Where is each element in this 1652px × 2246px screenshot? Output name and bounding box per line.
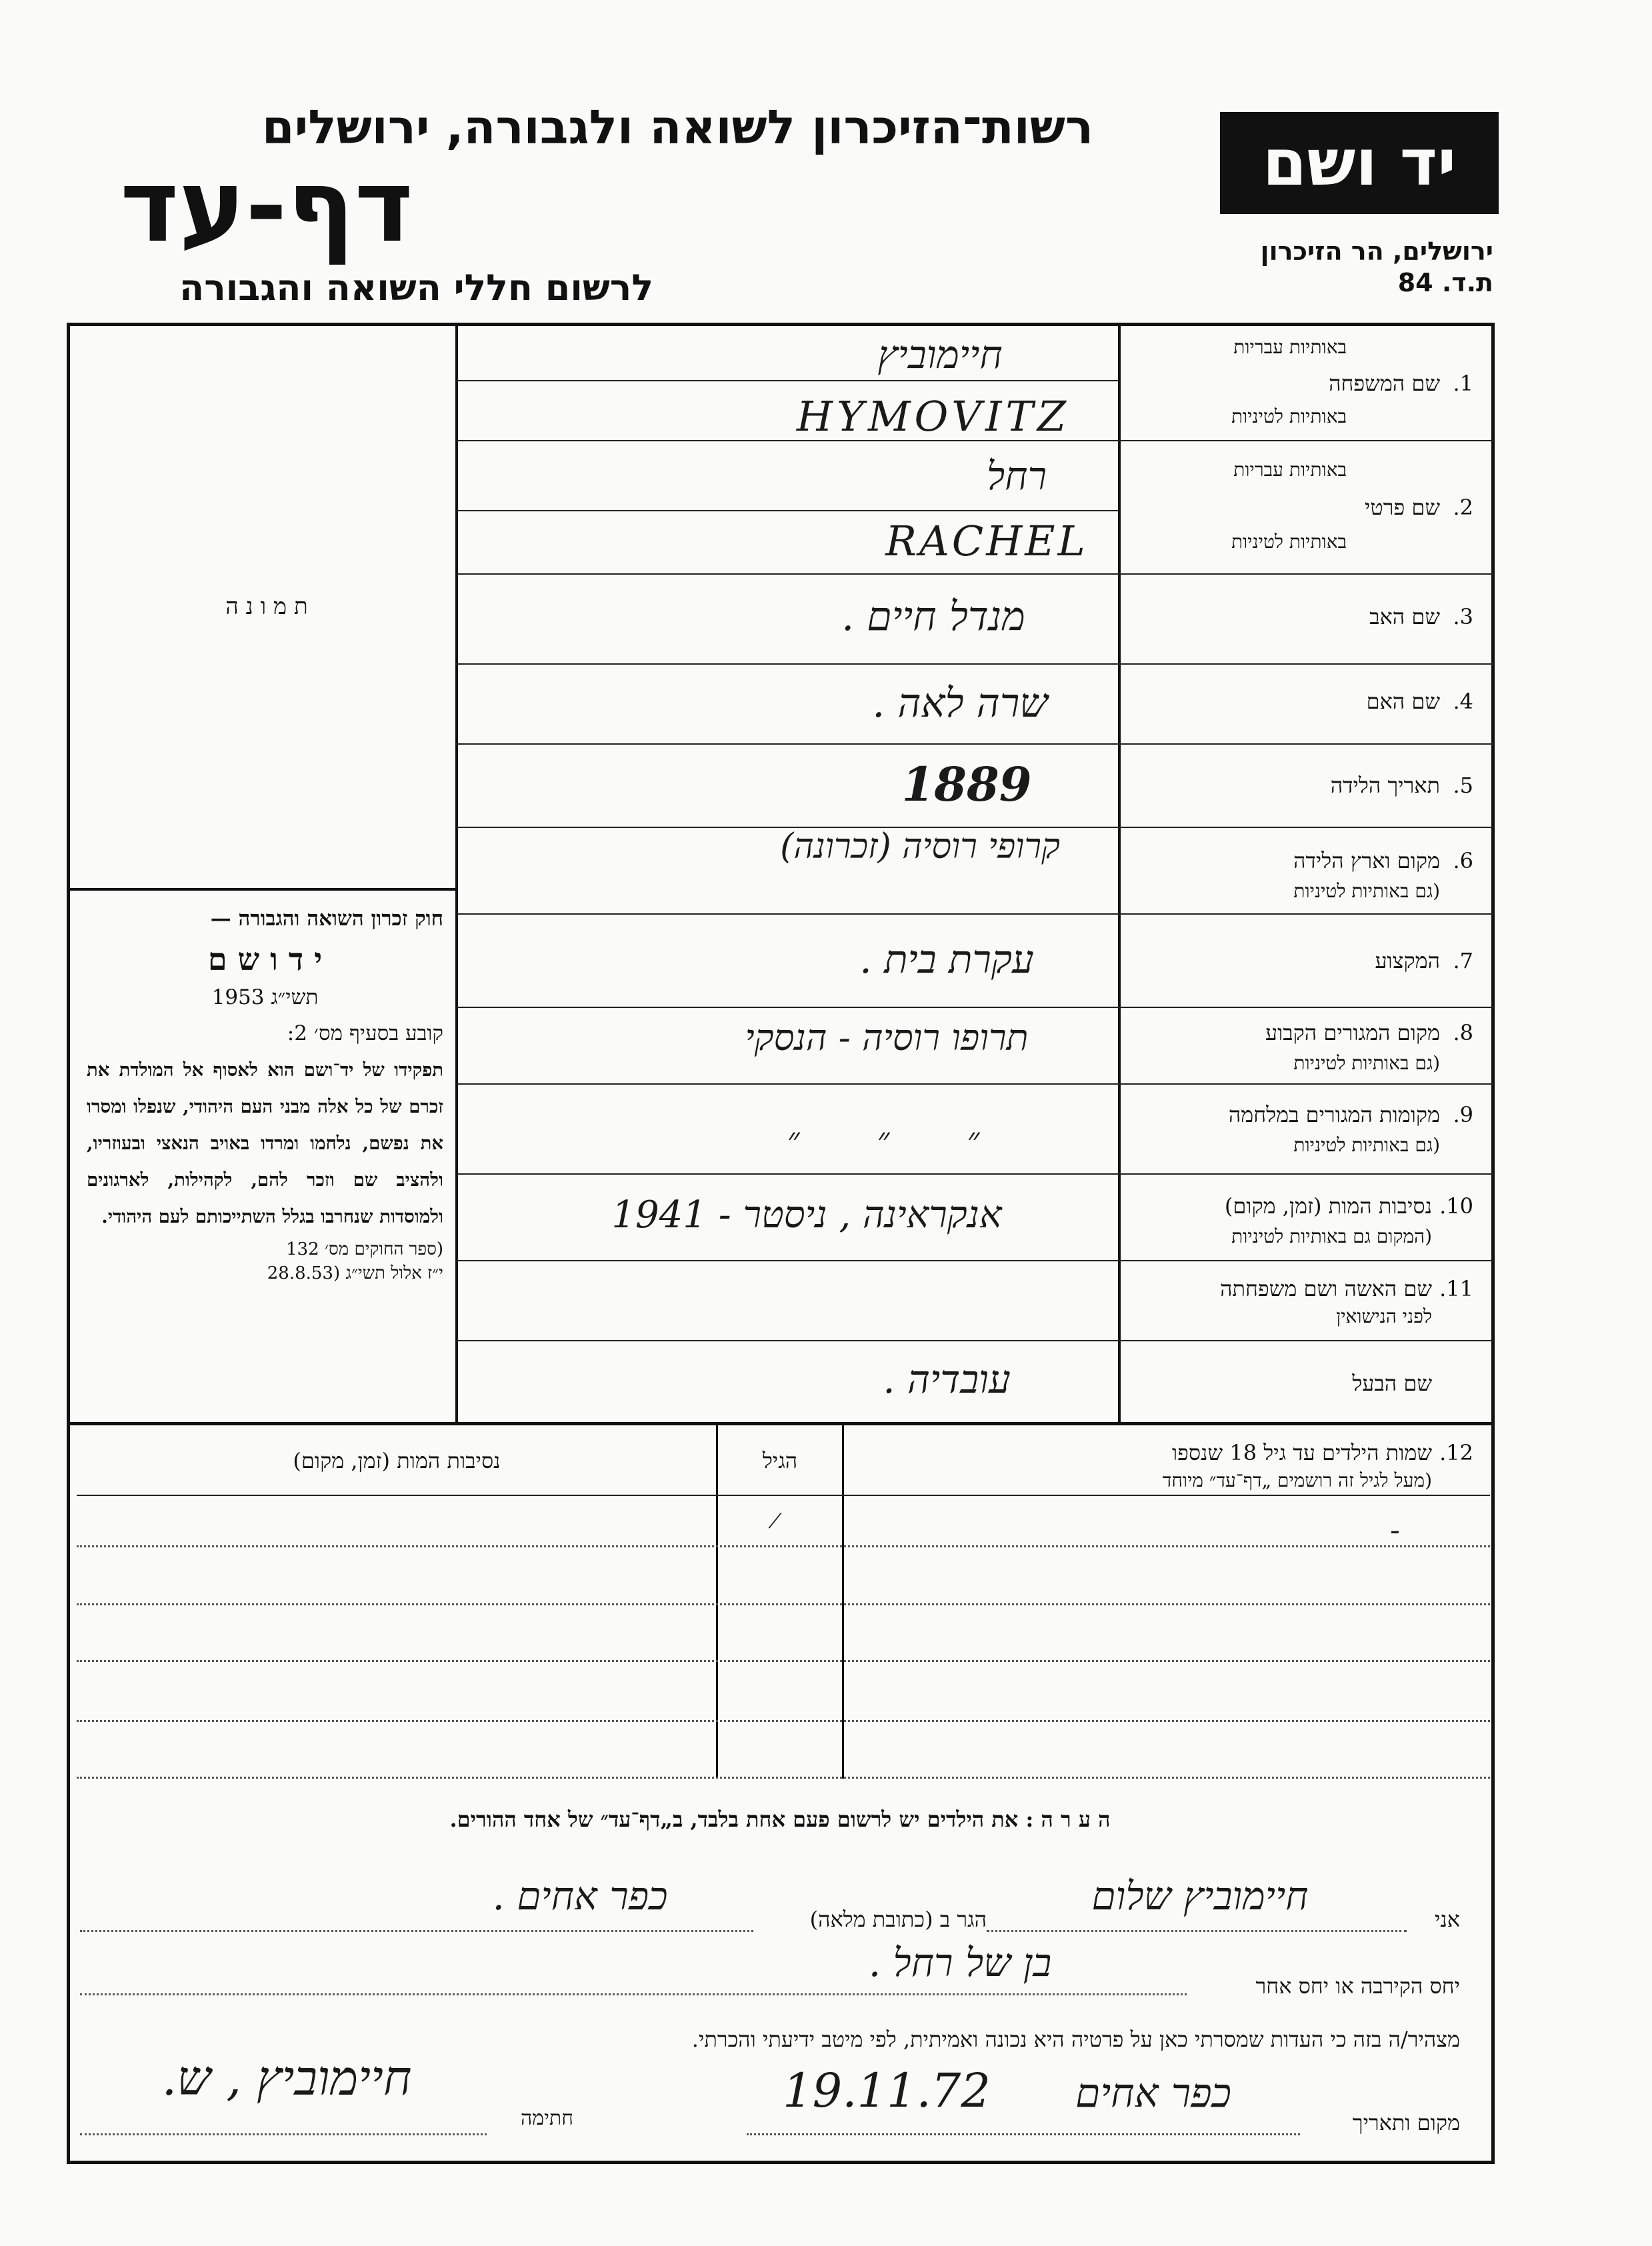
f3-number: 3. [1453,604,1473,629]
law-source-1: (ספר החוקים מס׳ 132 [286,1239,443,1259]
relation-label: יחס הקירבה או יחס אחר [1255,1973,1460,1999]
yad-vashem-logo [1220,112,1499,214]
f9-value[interactable]: ״ ״ ״ [787,1120,1013,1159]
f7-label-text: המקצוע [1375,948,1440,973]
children-heading [847,1440,1487,1493]
f5-label-text: תאריך הלידה [1330,773,1440,798]
place-date-label: מקום ותאריך [1352,2110,1460,2135]
f7-value[interactable]: עקרת בית . [859,937,1034,982]
declarant-address-value[interactable]: כפר אחים . [492,1873,668,1919]
child-row-line [77,1660,1490,1662]
children-number: 12. [1439,1440,1473,1465]
f8-hint: (גם באותיות לטיניות [1293,1052,1440,1074]
children-col-divider [842,1425,844,1779]
place-value[interactable]: כפר אחים [1075,2070,1231,2117]
f8-value[interactable]: תרופו רוסיה - הנסקי [745,1017,1029,1059]
f1-latin-value[interactable]: HYMOVITZ [797,392,1070,441]
place-date-line [747,2133,1300,2135]
f2-latin-value[interactable]: RACHEL [885,517,1088,565]
f1-label-text: שם המשפחה [1329,371,1440,396]
f1-number: 1. [1453,371,1473,396]
f2-latin-hint: באותיות לטיניות [1231,531,1347,553]
law-name: י ד ו ש ם [207,941,323,977]
child-row-line [77,1545,1490,1547]
signature-value[interactable]: חיימוביץ , ש. [161,2050,412,2106]
child-row-line [77,1777,1490,1779]
resides-label: הגר ב (כתובת מלאה) [809,1907,987,1932]
field-10-label [1127,1175,1487,1260]
f4-number: 4. [1453,689,1473,714]
col-age-header: הגיל [762,1448,798,1473]
f1-latin-hint: באותיות לטיניות [1231,405,1347,427]
f4-label-text: שם האם [1366,689,1440,714]
f2-hebrew-hint: באותיות עבריות [1233,459,1347,481]
logo-text: יד ושם [1262,125,1457,200]
f8-number: 8. [1453,1020,1473,1045]
f9-hint: (גם באותיות לטיניות [1293,1134,1440,1156]
field-2-label [1127,441,1487,573]
declarant-name-value[interactable]: חיימוביץ שלום [1091,1873,1309,1919]
f3-value[interactable]: מנדל חיים . [841,593,1025,640]
form-subtitle: לרשום חללי השואה והגבורה [179,267,653,309]
f9-number: 9. [1453,1102,1473,1127]
law-body: תפקידו של יד־ושם הוא לאסוף אל המולדת את זכרם של כל אלה מבני העם היהודי, שנפלו ומסרו את נפשם, נלחמו ומרדו באויב הנאצי ובעוזריו, ולהציב שם וזכר להם, לקהילות, לארגונים ולמוסדות שנחרבו בגלל השתייכותם לעם היהודי. [87,1059,443,1227]
law-title: חוק זכרון השואה והגבורה — [210,907,443,931]
field-9-label [1127,1085,1487,1173]
f9-label-text: מקומות המגורים במלחמה [1228,1102,1440,1127]
f3-label-text: שם האב [1369,604,1440,629]
law-source-2: י״ז אלול תשי״ג (28.8.53 [267,1263,443,1283]
child-row-line [77,1720,1490,1722]
declarant-i-label: אני [1435,1907,1460,1932]
authority-title: רשות־הזיכרון לשואה ולגבורה, ירושלים [261,100,1093,155]
row-line [457,380,1118,381]
photo-label: ת מ ו נ ה [225,593,308,620]
f10-hint: (המקום גם באותיות לטיניות [1231,1225,1432,1247]
f2-hebrew-value[interactable]: רחל [987,453,1047,499]
address-line-2: ת.ד. 84 [1397,268,1493,297]
f7-number: 7. [1453,948,1473,973]
children-note: ה ע ר ה : את הילדים יש לרשום פעם אחת בלבד, ב„דף־עד״ של אחד ההורים. [449,1807,1111,1832]
row-line [457,510,1118,511]
relation-line [80,1993,1187,1995]
field-11-label [1127,1261,1487,1340]
field-3-label [1127,575,1487,663]
name-line [987,1930,1407,1932]
f10-value[interactable]: אנקראינה , ניסטר - 1941 [611,1193,1002,1237]
signature-line [80,2133,487,2135]
husband-label [1127,1341,1487,1422]
children-hint: (מעל לגיל זה רושמים „דף־עד״ מיוחד [1162,1469,1432,1491]
f6-hint: (גם באותיות לטיניות [1293,880,1440,902]
f4-value[interactable]: שרה לאה . [872,680,1048,727]
relation-value[interactable]: בן של רחל . [868,1940,1052,1985]
upper-section-bottom [68,1422,1493,1425]
f8-label-text: מקום המגורים הקבוע [1265,1020,1440,1045]
signature-label: חתימה [521,2107,573,2130]
husband-label-text: שם הבעל [1352,1371,1432,1396]
f11-label-text: שם האשה ושם משפחתה [1220,1276,1432,1301]
address-line [80,1930,753,1932]
field-8-label [1127,1008,1487,1083]
f6-label-text: מקום וארץ הלידה [1293,848,1440,873]
f5-value[interactable]: 1889 [901,757,1032,812]
f6-value[interactable]: קרופי רוסיה (זכרונה) [780,827,1060,867]
field-1-label [1127,327,1487,440]
children-col-divider [716,1425,718,1779]
f2-number: 2. [1453,495,1473,520]
f11-number: 11. [1439,1276,1473,1301]
address-line-1: ירושלים, הר הזיכרון [1260,237,1493,266]
f2-label-text: שם פרטי [1365,495,1440,520]
form-title: דף-עד [120,149,413,265]
child-row-line [77,1603,1490,1605]
law-year: תשי״ג 1953 [211,985,319,1009]
child-name-mark[interactable]: - [1390,1513,1400,1547]
husband-value[interactable]: עובדיה . [883,1357,1011,1402]
f5-number: 5. [1453,773,1473,798]
photo-bottom-line [68,888,457,891]
f1-hebrew-value[interactable]: חיימוביץ [877,332,1003,377]
law-clause: קובע בסעיף מס׳ 2: [287,1021,443,1045]
field-4-label [1127,665,1487,743]
child-age-mark[interactable]: ⁄ [773,1510,777,1533]
declaration-text: מצהיר/ה בזה כי העדות שמסרתי כאן על פרטיה היא נכונה ואמיתית, לפי מיטב ידיעתי והכרתי. [691,2027,1460,2052]
field-7-label [1127,915,1487,1007]
f6-number: 6. [1453,848,1473,873]
date-value[interactable]: 19.11.72 [783,2063,991,2118]
col-death-header: נסיבות המות (זמן, מקום) [293,1448,501,1473]
f1-hebrew-hint: באותיות עבריות [1233,336,1347,358]
field-5-label [1127,745,1487,827]
field-6-label [1127,828,1487,913]
f10-number: 10. [1439,1193,1473,1219]
law-block [87,907,443,1283]
f11-hint: לפני הנישואין [1336,1305,1432,1327]
children-header-line [77,1495,1490,1496]
f10-label-text: נסיבות המות (זמן, מקום) [1224,1193,1432,1219]
children-title: שמות הילדים עד גיל 18 שנספו [1171,1440,1432,1465]
